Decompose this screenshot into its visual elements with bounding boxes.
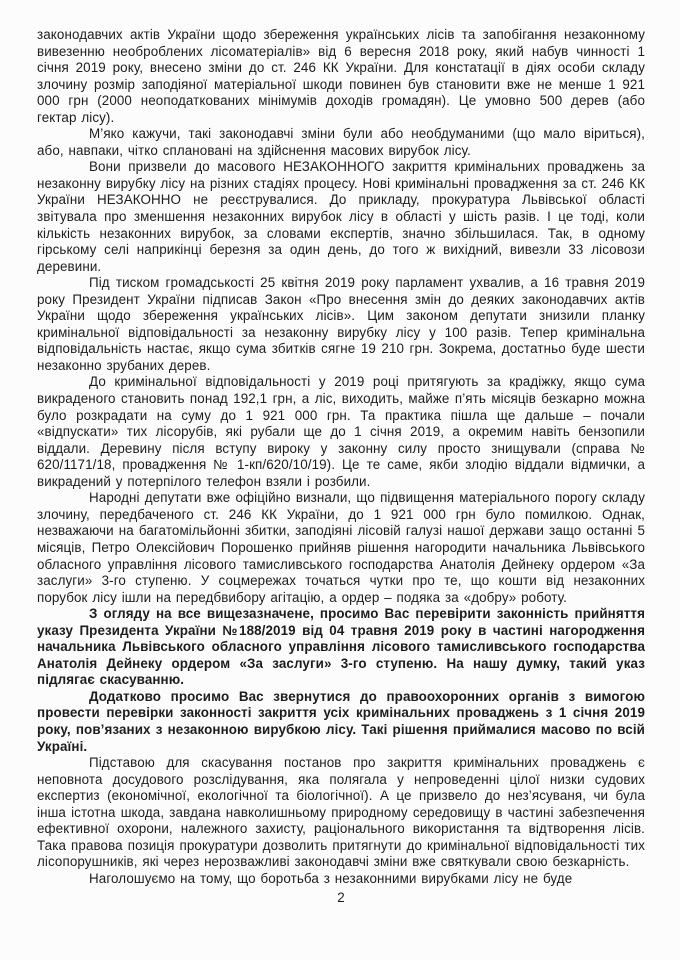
paragraph: До кримінальної відповідальності у 2019 році притягують за крадіжку, якщо сума викраденого становить понад 192,1 грн, а ліс, виходить, майже п’ять місяців безкарно можна було розкрадати на суму до 1 921 000 грн. Та практика пішла ще дальше – почали «відпускати» тих лісорубів, які рубали ще до 1 січня 2019, а окремим навіть бензопили віддали. Деревину після вступу вироку у законну силу просто знищували (справа № 620/1171/18, провадження № 1-кп/620/10/19). Це те саме, якби злодію віддали відмички, а викрадений у потерпілого телефон взяли і розбили.	[37, 374, 645, 489]
paragraphs	[37, 27, 645, 887]
paragraph: законодавчих актів України щодо збереження українських лісів та запобігання незаконному вивезенню необроблених лісоматеріалів» від 6 вересня 2018 року, який набув чинності 1 січня 2019 року, внесено зміни до ст. 246 КК України. Для констатації в діях особи складу злочину розмір заподіяної матеріальної шкоди повинен був становити вже не менше 1 921 000 грн (2000 неоподаткованих мінімумів доходів громадян). Це умовно 500 дерев (або гектар лісу).	[37, 27, 645, 125]
paragraph: Вони призвели до масового НЕЗАКОННОГО закриття кримінальних проваджень за незаконну вирубку лісу на різних стадіях процесу. Нові кримінальні провадження за ст. 246 КК України НЕЗАКОННО не реєструвалися. До прикладу, прокуратура Львівської області звітувала про зменшення незаконних вирубок лісу в області у шість разів. І це тоді, коли кількість незаконних вирубок, за словами експертів, значно збільшилася. Так, в одному гірському селі наприкінці березня за один день, до того ж вихідний, вивезли 33 лісовози деревини.	[37, 159, 645, 274]
paragraph: Підставою для скасування постанов про закриття кримінальних проваджень є неповнота досудового розслідування, яка полягала у непроведенні цілої низки судових експертиз (економічної, екологічної та біологічної). А це призвело до нез’ясуваня, чи була інша істотна шкода, завдана навколишньому природному середовищу в частині забезпечення ефективної охорони, належного захисту, раціонального використання та відтворення лісів. Така правова позиція прокуратури дозволить притягнути до кримінальної відповідальності тих лісопорушників, які через нерозважливі законодавчі зміни вже святкували свою безкарність.	[37, 755, 645, 870]
paragraph: М’яко кажучи, такі законодавчі зміни були або необдуманими (що мало віриться), або, навпаки, чітко сплановані на здійснення масових вирубок лісу.	[37, 126, 645, 158]
paragraph: Народні депутати вже офіційно визнали, що підвищення матеріального порогу складу злочину, передбаченого ст. 246 КК України, до 1 921 000 грн було помилкою. Однак, незважаючи на багатомільйонні збитки, заподіяні лісовій галузі нашої держави защо останні 5 місяців, Петро Олексійович Порошенко прийняв рішення нагородити начальника Львівського обласного управління лісового тамисливського господарства Анатолія Дейнеку ордером «За заслуги» 3-го ступеню. У соцмережах точаться чутки про те, що кошти від незаконних порубок лісу ішли на передбвибору агітацію, а ордер – подяка за «добру» роботу.	[37, 490, 645, 605]
paragraph: Під тиском громадськості 25 квітня 2019 року парламент ухвалив, а 16 травня 2019 року Президент України підписав Закон «Про внесення змін до деяких законодавчих актів України щодо збереження українських лісів». Цим законом депутати знизили планку кримінальної відповідальності за незаконну вирубку лісу у 100 разів. Тепер кримінальна відповідальність настає, якщо сума збитків сягне 19 210 грн. Зокрема, достатньо буде шести незаконно зрубаних дерев.	[37, 275, 645, 373]
paragraph: Наголошуємо на тому, що боротьба з незаконними вирубками лісу не буде	[89, 870, 573, 886]
page-number: 2	[337, 890, 345, 906]
paragraph: Додатково просимо Вас звернутися до правоохоронних органів з вимогою провести перевірки законності закриття усіх кримінальних проваджень з 1 січня 2019 року, пов’язаних з незаконною вирубкою лісу. Такі рішення приймалися масово по всій Україні.	[37, 688, 645, 754]
paragraph: З огляду на все вищезазначене, просимо Вас перевірити законність прийняття указу Президента України №188/2019 від 04 травня 2019 року в частині нагородження начальника Львівського обласного управління лісового тамисливського господарства Анатолія Дейнеку ордером «За заслуги» 3-го ступеню. На нашу думку, такий указ підлягає скасуванню.	[37, 606, 645, 688]
